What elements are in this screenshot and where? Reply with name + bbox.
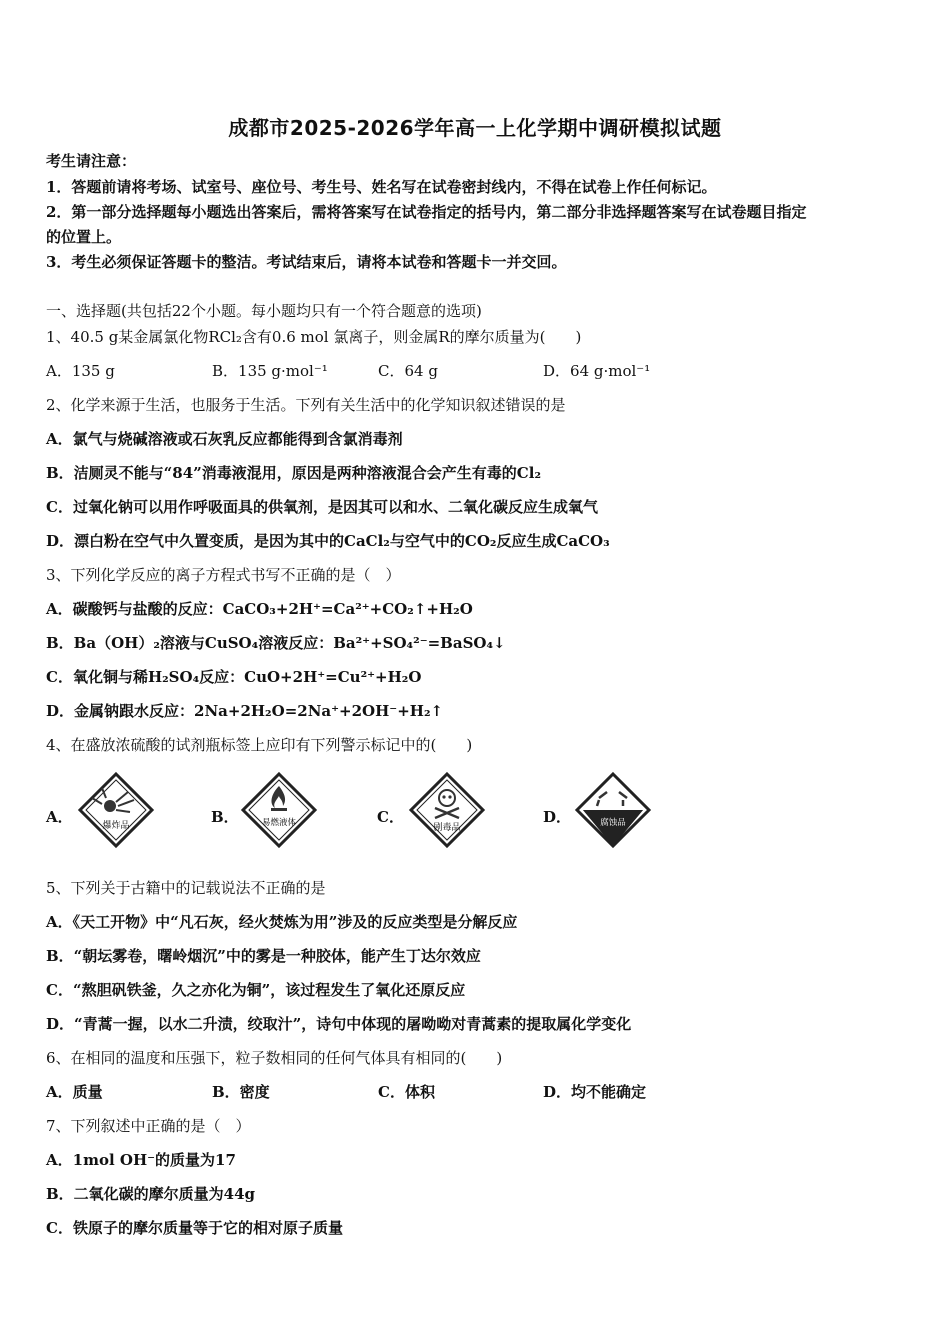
- section-heading: 一、选择题(共包括22个小题。每小题均只有一个符合题意的选项): [46, 302, 482, 320]
- question-5-option-b: B．“朝坛雾卷，曙岭烟沉”中的雾是一种胶体，能产生丁达尔效应: [46, 947, 481, 965]
- question-2-option-d: D．漂白粉在空气中久置变质，是因为其中的CaCl₂与空气中的CO₂反应生成CaCO₃: [46, 532, 610, 550]
- notice-item: 1．答题前请将考场、试室号、座位号、考生号、姓名写在试卷密封线内，不得在试卷上作任何标记。: [46, 178, 717, 196]
- question-6-stem: 6、在相同的温度和压强下，粒子数相同的任何气体具有相同的( ): [46, 1049, 503, 1067]
- notice-item: 的位置上。: [46, 228, 122, 246]
- question-5-stem: 5、下列关于古籍中的记载说法不正确的是: [46, 879, 326, 897]
- question-7-option-a: A．1mol OH⁻的质量为17: [46, 1151, 236, 1169]
- toxic-icon: [407, 770, 487, 850]
- sign-text-d: 腐蚀品: [600, 818, 626, 828]
- question-6-option-b: B．密度: [212, 1083, 270, 1101]
- question-1-option-c: C．64 g: [378, 362, 438, 380]
- question-6-option-d: D．均不能确定: [543, 1083, 647, 1101]
- sign-text-c: 剧毒品: [433, 823, 461, 833]
- question-6-option-c: C．体积: [378, 1083, 435, 1101]
- corrosive-icon: [573, 770, 653, 850]
- question-3-stem: 3、下列化学反应的离子方程式书写不正确的是（ ）: [46, 566, 401, 584]
- question-2-option-b: B．洁厕灵不能与“84”消毒液混用，原因是两种溶液混合会产生有毒的Cl₂: [46, 464, 542, 482]
- question-5-option-d: D．“青蒿一握，以水二升渍，绞取汁”，诗句中体现的屠呦呦对青蒿素的提取属化学变化: [46, 1015, 632, 1033]
- question-2-stem: 2、化学来源于生活，也服务于生活。下列有关生活中的化学知识叙述错误的是: [46, 396, 566, 414]
- question-2-option-c: C．过氧化钠可以用作呼吸面具的供氧剂，是因其可以和水、二氧化碳反应生成氧气: [46, 498, 598, 516]
- notice-item: 2．第一部分选择题每小题选出答案后，需将答案写在试卷指定的括号内，第二部分非选择题答案写在试卷题目指定: [46, 203, 807, 221]
- question-7-option-b: B．二氧化碳的摩尔质量为44g: [46, 1185, 256, 1203]
- sign-text-a: 爆炸品: [102, 821, 130, 831]
- explosive-icon: [76, 770, 156, 850]
- question-1-option-d: D．64 g·mol⁻¹: [543, 362, 651, 380]
- exam-title: 成都市2025-2026学年高一上化学期中调研模拟试题: [228, 116, 722, 140]
- question-2-option-a: A．氯气与烧碱溶液或石灰乳反应都能得到含氯消毒剂: [46, 430, 403, 448]
- question-7-option-c: C．铁原子的摩尔质量等于它的相对原子质量: [46, 1219, 343, 1237]
- question-4-label-d: D．: [543, 808, 572, 826]
- question-3-option-a: A．碳酸钙与盐酸的反应：CaCO₃+2H⁺=Ca²⁺+CO₂↑+H₂O: [46, 600, 473, 618]
- question-4-label-b: B．: [211, 808, 239, 826]
- notice-heading: 考生请注意：: [46, 152, 137, 170]
- question-5-option-a: A．《天工开物》中“凡石灰，经火焚炼为用”涉及的反应类型是分解反应: [46, 913, 518, 931]
- question-3-option-c: C．氧化铜与稀H₂SO₄反应：CuO+2H⁺=Cu²⁺+H₂O: [46, 668, 422, 686]
- question-4-stem: 4、在盛放浓硫酸的试剂瓶标签上应印有下列警示标记中的( ): [46, 736, 473, 754]
- question-3-option-d: D．金属钠跟水反应：2Na+2H₂O=2Na⁺+2OH⁻+H₂↑: [46, 702, 444, 720]
- question-4-label-c: C．: [377, 808, 404, 826]
- notice-item: 3．考生必须保证答题卡的整洁。考试结束后，请将本试卷和答题卡一并交回。: [46, 253, 567, 271]
- question-1-stem: 1、40.5 g某金属氯化物RCl₂含有0.6 mol 氯离子，则金属R的摩尔质量为( ): [46, 328, 582, 346]
- question-6-option-a: A．质量: [46, 1083, 103, 1101]
- question-7-stem: 7、下列叙述中正确的是（ ）: [46, 1117, 251, 1135]
- question-1-option-a: A．135 g: [46, 362, 115, 380]
- question-4-label-a: A．: [46, 808, 73, 826]
- question-1-option-b: B．135 g·mol⁻¹: [212, 362, 328, 380]
- question-3-option-b: B．Ba（OH）₂溶液与CuSO₄溶液反应：Ba²⁺+SO₄²⁻=BaSO₄↓: [46, 634, 506, 652]
- question-5-option-c: C．“熬胆矾铁釜，久之亦化为铜”，该过程发生了氧化还原反应: [46, 981, 466, 999]
- flammable-liquid-icon: [239, 770, 319, 850]
- sign-text-b: 易燃液体: [261, 818, 297, 828]
